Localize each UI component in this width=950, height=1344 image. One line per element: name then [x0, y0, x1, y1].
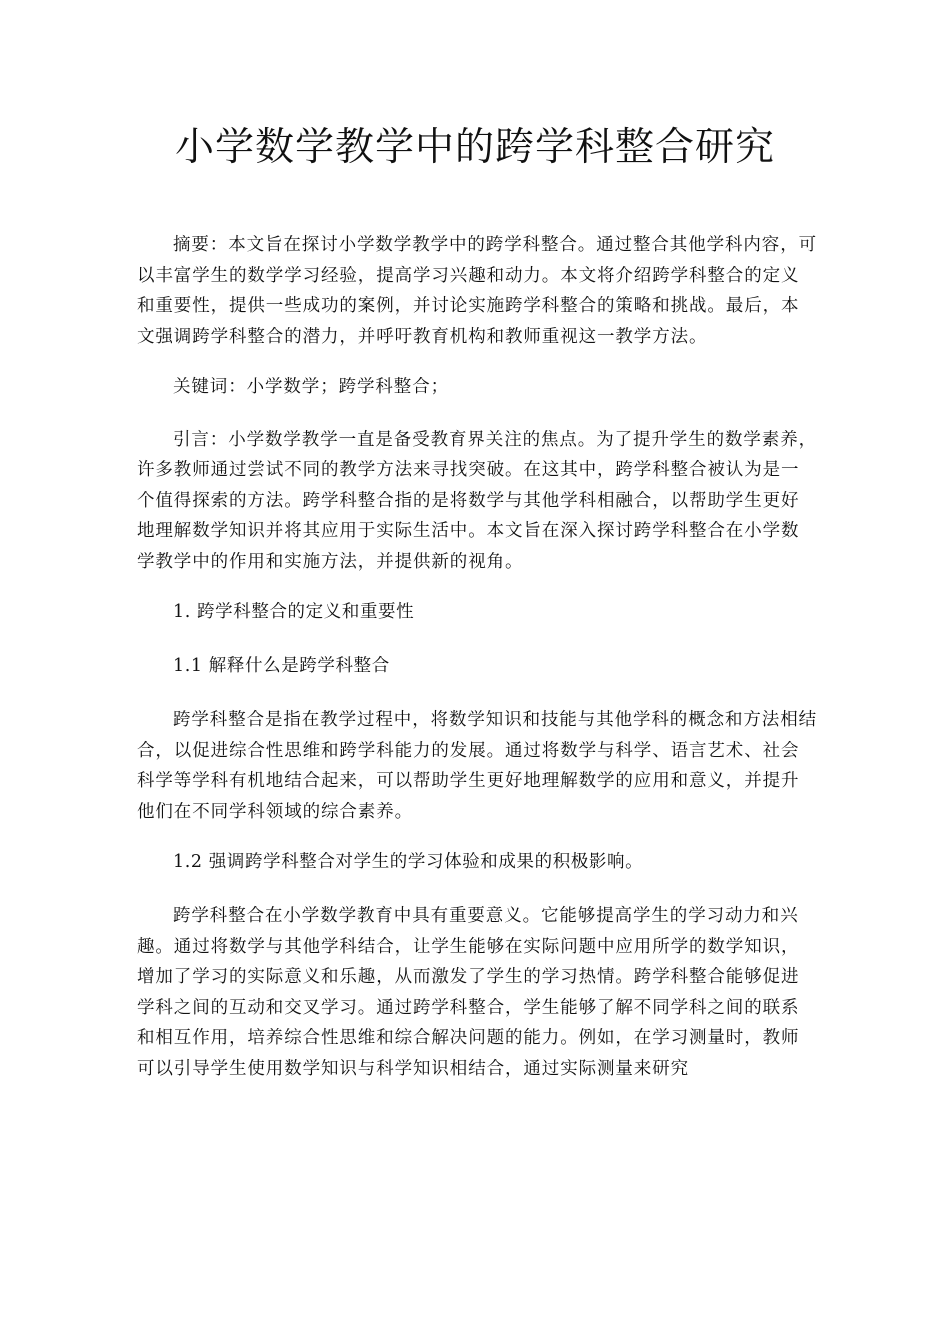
abstract-paragraph: 摘要：本文旨在探讨小学数学教学中的跨学科整合。通过整合其他学科内容，可以丰富学生的数学学习经验，提高学习兴趣和动力。本文将介绍跨学科整合的定义和重要性，提供一些成功的案例，并讨论实施跨学科整合的策略和挑战。最后，本文强调跨学科整合的潜力，并呼吁教育机构和教师重视这一教学方法。	[137, 235, 817, 347]
subsection-heading-1-1: 1.1 解释什么是跨学科整合	[173, 656, 390, 676]
impact-paragraph: 跨学科整合在小学数学教育中具有重要意义。它能够提高学生的学习动力和兴趣。通过将数学与其他学科结合，让学生能够在实际问题中应用所学的数学知识，增加了学习的实际意义和乐趣，从而激发了学生的学习热情。跨学科整合能够促进学科之间的互动和交叉学习。通过跨学科整合，学生能够了解不同学科之间的联系和相互作用，培养综合性思维和综合解决问题的能力。例如，在学习测量时，教师可以引导学生使用数学知识与科学知识相结合，通过实际测量来研究	[137, 906, 800, 1079]
document-body	[137, 230, 817, 1104]
definition-paragraph: 跨学科整合是指在教学过程中，将数学知识和技能与其他学科的概念和方法相结合，以促进综合性思维和跨学科能力的发展。通过将数学与科学、语言艺术、社会科学等学科有机地结合起来，可以帮助学生更好地理解数学的应用和意义，并提升他们在不同学科领域的综合素养。	[137, 710, 817, 822]
subsection-heading-1-2: 1.2 强调跨学科整合对学生的学习体验和成果的积极影响。	[173, 852, 644, 872]
section-heading-1: 1. 跨学科整合的定义和重要性	[173, 602, 415, 622]
document-title: 小学数学教学中的跨学科整合研究	[174, 125, 775, 170]
keywords-paragraph: 关键词：小学数学；跨学科整合；	[173, 377, 449, 397]
introduction-paragraph: 引言：小学数学教学一直是备受教育界关注的焦点。为了提升学生的数学素养，许多教师通过尝试不同的教学方法来寻找突破。在这其中，跨学科整合被认为是一个值得探索的方法。跨学科整合指的是将数学与其他学科相融合，以帮助学生更好地理解数学知识并将其应用于实际生活中。本文旨在深入探讨跨学科整合在小学数学教学中的作用和实施方法，并提供新的视角。	[137, 429, 817, 572]
